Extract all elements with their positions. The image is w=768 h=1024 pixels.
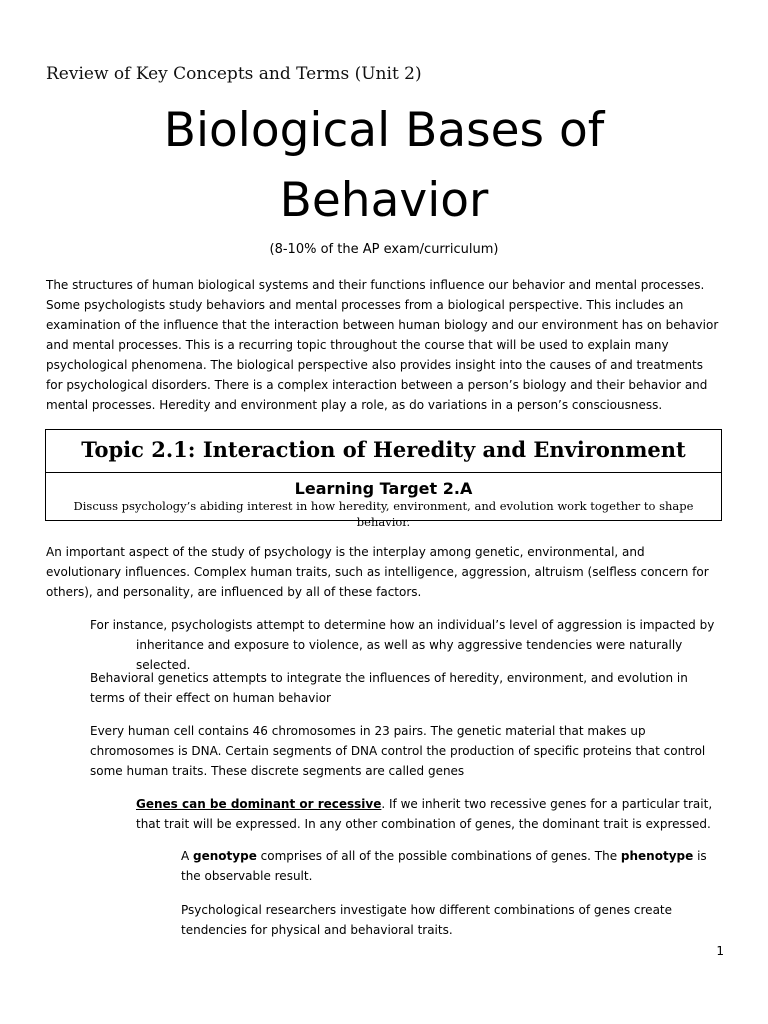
page-number: 1 <box>716 944 724 958</box>
learning-target-description: Discuss psychology’s abiding interest in how heredity, environment, and evolution work together to shape behavior. <box>73 499 694 529</box>
paragraph-dominant-recessive <box>136 794 722 834</box>
title-line-1: Biological Bases of <box>163 103 605 158</box>
paragraph-aggression-example: For instance, psychologists attempt to determine how an individual’s level of aggression is impacted by inheritance and exposure to violence, as well as why aggressive tendencies were naturally selected. <box>90 618 715 672</box>
review-heading: Review of Key Concepts and Terms (Unit 2) <box>46 64 422 84</box>
topic-box <box>45 429 722 529</box>
genotype-text-c: is the observable result. <box>181 849 707 883</box>
paragraph-interplay: An important aspect of the study of psychology is the interplay among genetic, environmental, and evolutionary influences. Complex human traits, such as intelligence, aggression, altruism (selfless concern for others), and personality, are influenced by all of these factors. <box>46 545 709 599</box>
exam-weight-note: (8-10% of the AP exam/curriculum) <box>269 242 499 257</box>
page-title <box>0 96 768 236</box>
learning-target-title: Learning Target 2.A <box>294 479 473 498</box>
topic-title: Topic 2.1: Interaction of Heredity and Environment <box>46 430 721 473</box>
dominant-recessive-text: . If we inherit two recessive genes for a particular trait, that trait will be expressed. In any other combination of genes, the dominant trait is expressed. <box>136 797 713 831</box>
genotype-text-a: A <box>181 849 194 863</box>
genotype-term: genotype <box>193 849 257 863</box>
phenotype-term: phenotype <box>620 849 694 863</box>
genotype-text-b: comprises of all of the possible combinations of genes. The <box>256 849 621 863</box>
title-line-2: Behavior <box>279 173 489 228</box>
dominant-recessive-term: Genes can be dominant or recessive <box>136 797 382 811</box>
paragraph-behavioral-genetics: Behavioral genetics attempts to integrate the influences of heredity, environment, and evolution in terms of their effect on human behavior <box>90 671 688 705</box>
paragraph-genotype-phenotype <box>181 846 722 886</box>
paragraph-researchers: Psychological researchers investigate how different combinations of genes create tendencies for physical and behavioral traits. <box>181 903 673 937</box>
intro-paragraph: The structures of human biological systems and their functions influence our behavior and mental processes. Some psychologists study behaviors and mental processes from a biological perspective. This includes an examination of the influence that the interaction between human biology and our environment has on behavior and mental processes. This is a recurring topic throughout the course that will be used to explain many psychological phenomena. The biological perspective also provides insight into the causes of and treatments for psychological disorders. There is a complex interaction between a person’s biology and their behavior and mental processes. Heredity and environment play a role, as do variations in a person’s consciousness. <box>46 278 719 412</box>
paragraph-chromosomes: Every human cell contains 46 chromosomes in 23 pairs. The genetic material that makes up chromosomes is DNA. Certain segments of DNA control the production of specific proteins that control some human traits. These discrete segments are called genes <box>90 724 706 778</box>
